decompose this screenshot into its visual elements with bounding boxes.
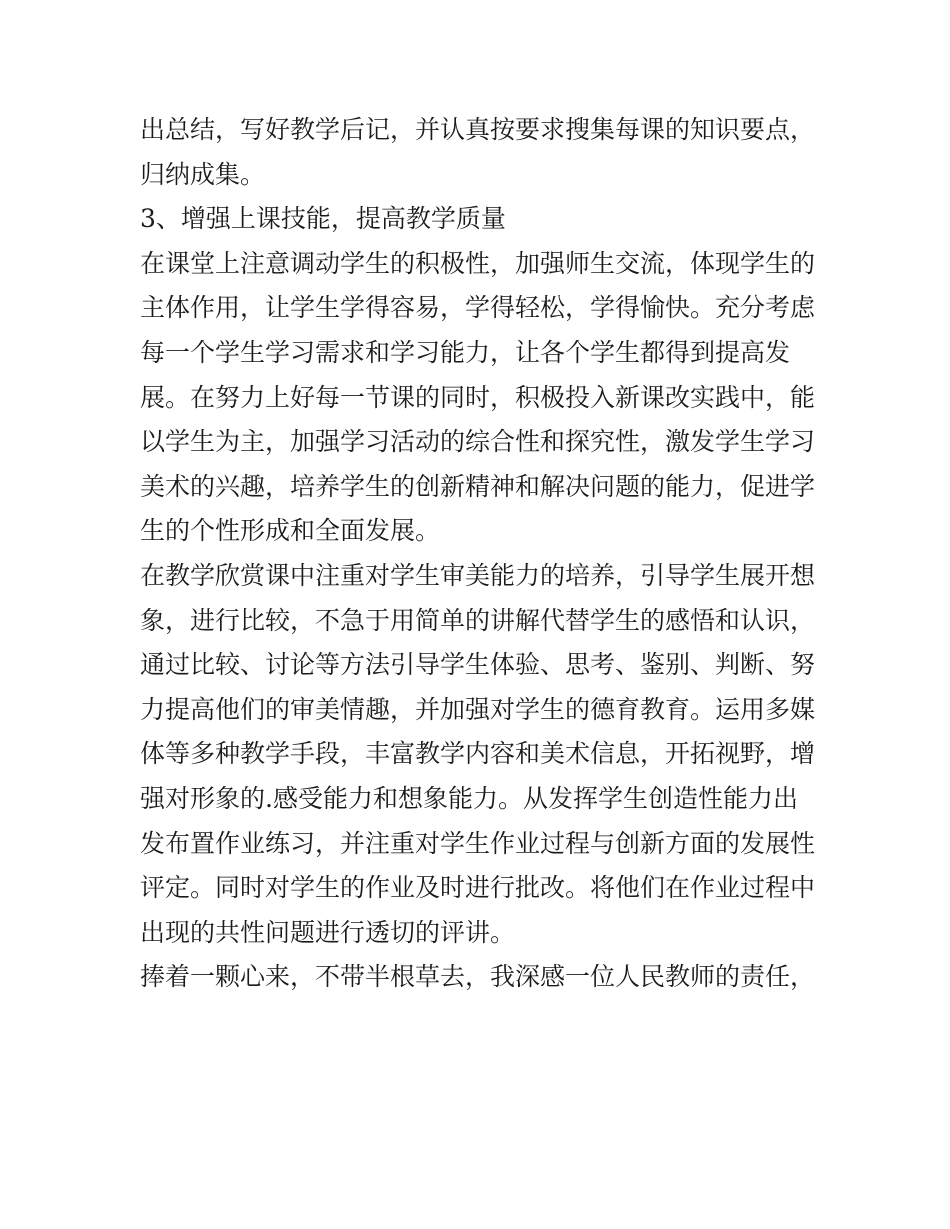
text-line: 力提高他们的审美情趣，并加强对学生的德育教育。运用多媒: [140, 694, 816, 724]
text-line: 在课堂上注意调动学生的积极性，加强师生交流，体现学生的: [140, 248, 816, 278]
text-line: 体等多种教学手段，丰富教学内容和美术信息，开拓视野，增: [140, 739, 816, 769]
text-line: 归纳成集。: [140, 159, 266, 189]
text-line: 以学生为主，加强学习活动的综合性和探究性，激发学生学习: [140, 427, 816, 457]
text-line: 象，进行比较，不急于用简单的讲解代替学生的感悟和认识，: [140, 605, 816, 635]
text-line: 在教学欣赏课中注重对学生审美能力的培养，引导学生展开想: [140, 560, 816, 590]
text-line: 展。在努力上好每一节课的同时，积极投入新课改实践中，能: [140, 382, 816, 412]
text-line: 主体作用，让学生学得容易，学得轻松，学得愉快。充分考虑: [140, 293, 816, 323]
text-line: 通过比较、讨论等方法引导学生体验、思考、鉴别、判断、努: [140, 650, 816, 680]
section-heading: 3、增强上课技能，提高教学质量: [140, 204, 506, 234]
body-text: [140, 108, 830, 1000]
text-line: 发布置作业练习，并注重对学生作业过程与创新方面的发展性: [140, 828, 816, 858]
text-line: 生的个性形成和全面发展。: [140, 516, 441, 546]
text-line: 评定。同时对学生的作业及时进行批改。将他们在作业过程中: [140, 873, 816, 903]
text-line: 美术的兴趣，培养学生的创新精神和解决问题的能力，促进学: [140, 471, 816, 501]
text-line: 每一个学生学习需求和学习能力，让各个学生都得到提高发: [140, 337, 791, 367]
text-line: 强对形象的.感受能力和想象能力。从发挥学生创造性能力出: [140, 783, 798, 813]
text-line: 出现的共性问题进行透切的评讲。: [140, 917, 516, 947]
text-line: 捧着一颗心来，不带半根草去，我深感一位人民教师的责任，: [140, 962, 816, 992]
text-line: 出总结，写好教学后记，并认真按要求搜集每课的知识要点，: [140, 115, 816, 144]
